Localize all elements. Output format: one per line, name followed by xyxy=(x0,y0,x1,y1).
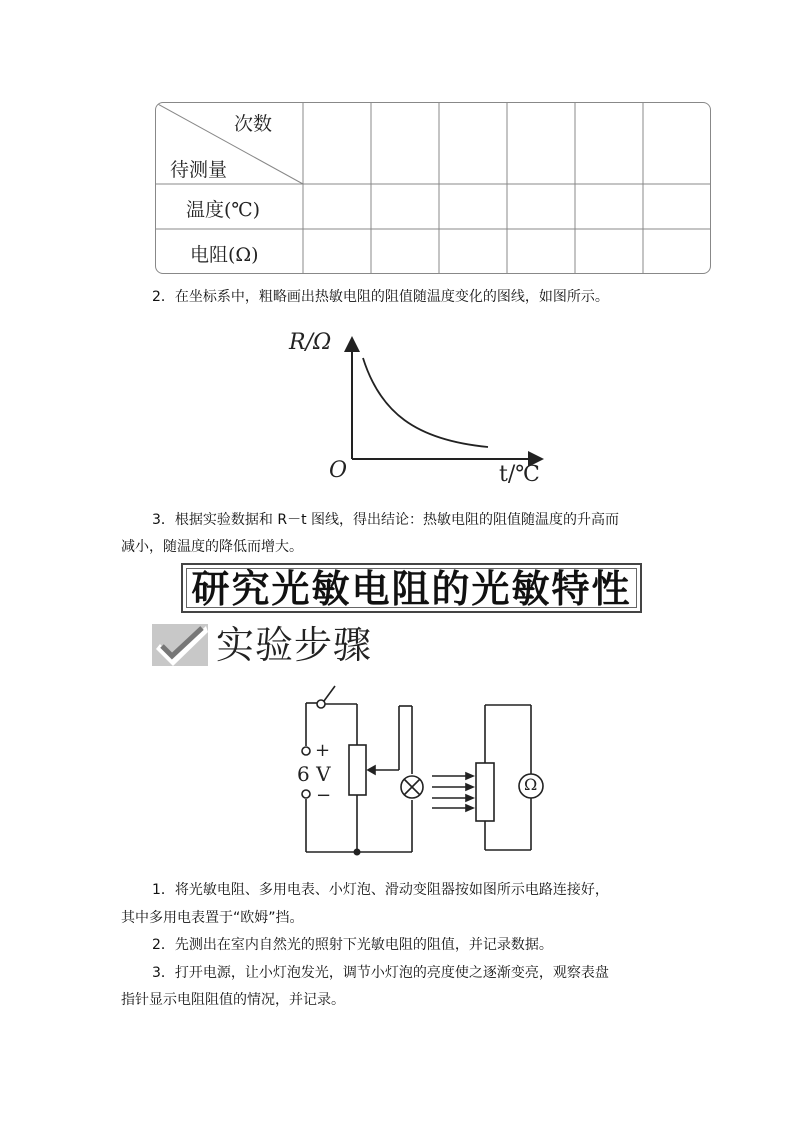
step-2: 2．先测出在室内自然光的照射下光敏电阻的阻值，并记录数据。 xyxy=(152,937,553,953)
resistance-temperature-graph xyxy=(285,322,555,497)
step-1-line2: 其中多用电表置于“欧姆”挡。 xyxy=(121,910,304,926)
banner-title: 研究光敏电阻的光敏特性 xyxy=(191,567,632,611)
steps-title: 实验步骤 xyxy=(216,623,373,667)
paragraph-2: 2．在坐标系中，粗略画出热敏电阻的阻值随温度变化的图线，如图所示。 xyxy=(152,289,609,305)
voltage-label: 6 V xyxy=(297,762,331,786)
origin-label: O xyxy=(329,458,348,483)
decay-curve xyxy=(363,358,488,447)
table-header-quantity: 待测量 xyxy=(170,159,228,181)
minus-terminal: − xyxy=(316,785,332,806)
step-3-line1: 3．打开电源，让小灯泡发光，调节小灯泡的亮度使之逐渐变亮，观察表盘 xyxy=(152,965,609,981)
paragraph-3-line2: 减小，随温度的降低而增大。 xyxy=(121,539,303,555)
section-banner xyxy=(181,563,642,613)
table-row-resistance: 电阻(Ω) xyxy=(190,244,259,266)
checkmark-icon xyxy=(150,622,214,670)
table-header-count: 次数 xyxy=(234,113,273,135)
step-1-line1: 1．将光敏电阻、多用电表、小灯泡、滑动变阻器按如图所示电路连接好， xyxy=(152,882,609,898)
y-axis-label: R/Ω xyxy=(289,330,332,355)
paragraph-3-line1: 3．根据实验数据和 R－t 图线，得出结论：热敏电阻的阻值随温度的升高而 xyxy=(152,512,620,528)
table-row-temperature: 温度(℃) xyxy=(186,199,261,221)
ohmmeter-symbol: Ω xyxy=(524,775,538,794)
steps-heading xyxy=(150,622,390,670)
x-axis-label: t/℃ xyxy=(499,462,540,487)
circuit-diagram xyxy=(275,678,552,873)
step-3-line2: 指针显示电阻阻值的情况，并记录。 xyxy=(121,992,345,1008)
data-table xyxy=(155,102,711,274)
plus-terminal: + xyxy=(315,740,331,761)
